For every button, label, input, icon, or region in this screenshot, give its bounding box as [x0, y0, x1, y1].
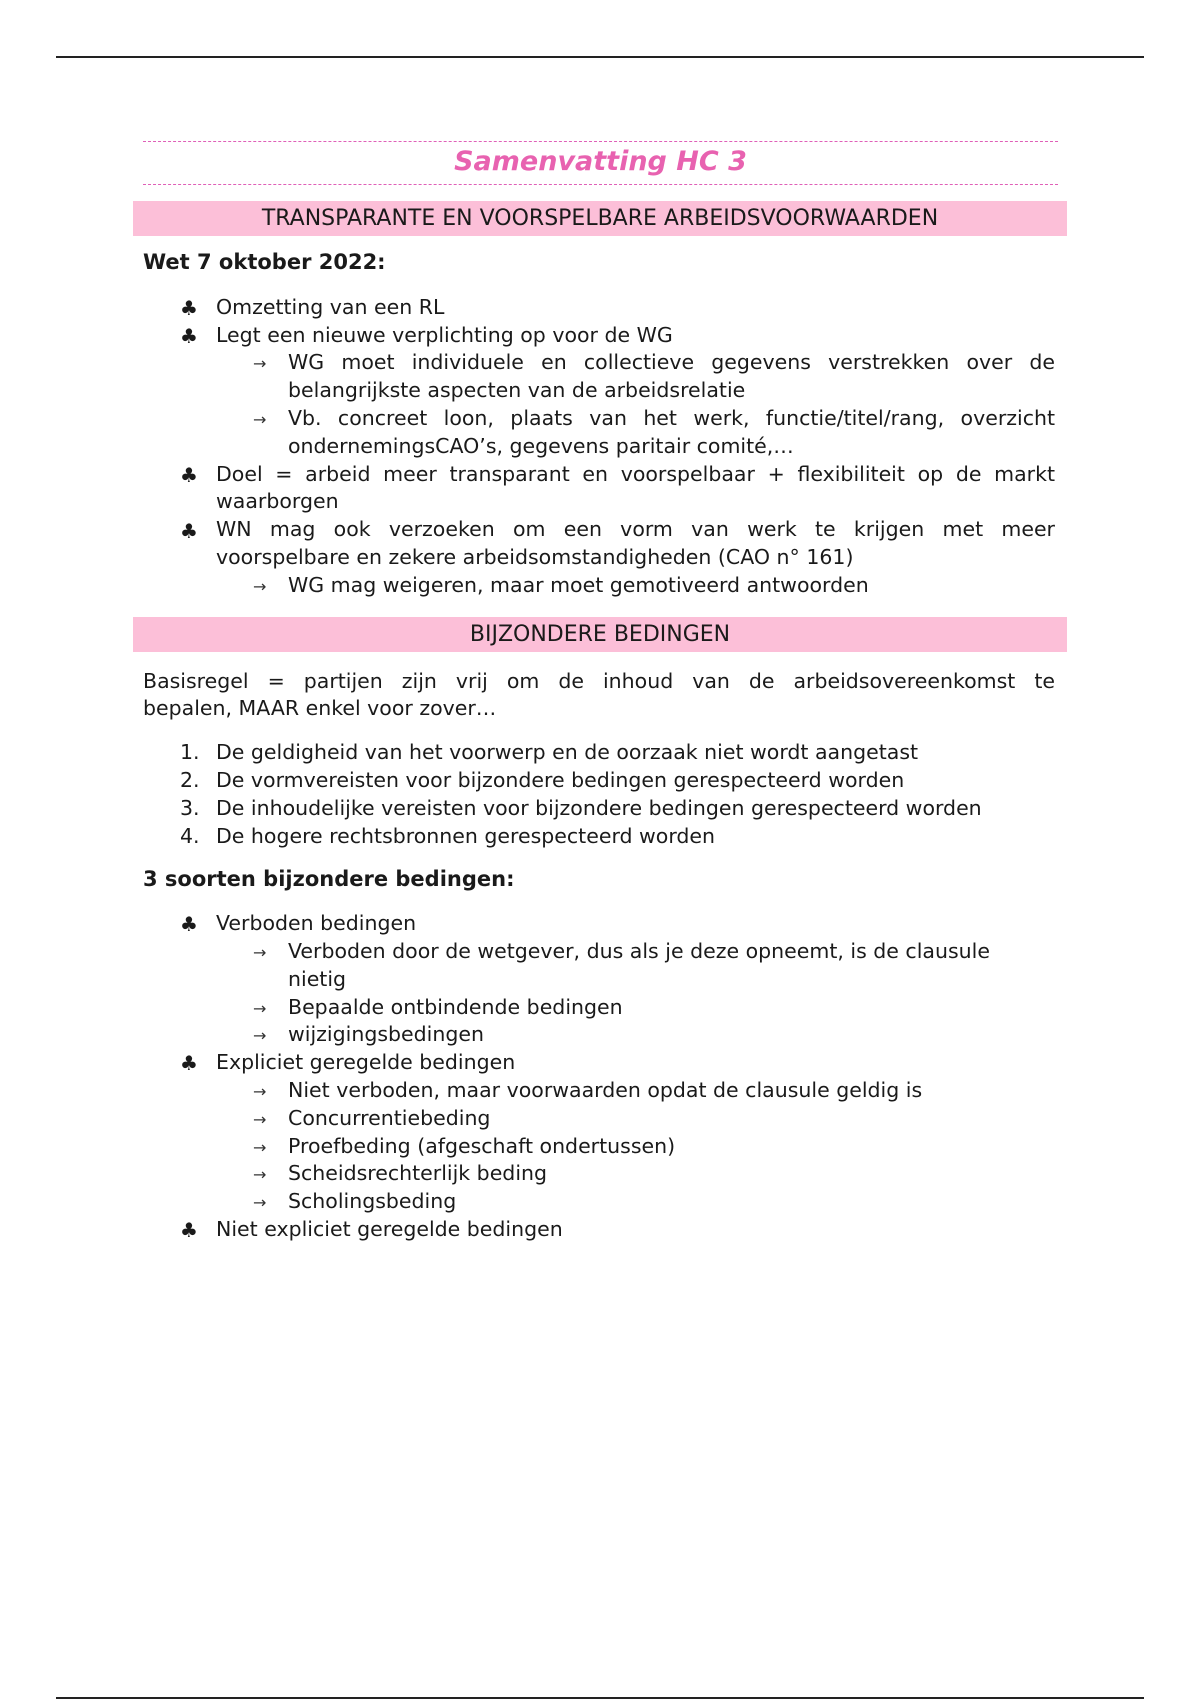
- arrow-icon: →: [253, 577, 267, 596]
- sub-item: WG mag weigeren, maar moet gemotiveerd antwoorden: [288, 573, 869, 597]
- subheading-wet: Wet 7 oktober 2022:: [143, 250, 386, 274]
- sub-item: Scholingsbeding: [288, 1189, 457, 1213]
- sub-item: Scheidsrechterlijk beding: [288, 1161, 548, 1185]
- club-bullet-icon: ♣: [180, 1218, 198, 1242]
- arrow-icon: →: [253, 354, 267, 373]
- arrow-icon: →: [253, 1193, 267, 1212]
- section-heading-bijzondere: BIJZONDERE BEDINGEN: [133, 617, 1067, 652]
- header-rule: [56, 56, 1144, 58]
- sub-item: Niet verboden, maar voorwaarden opdat de clausule geldig is: [288, 1078, 923, 1102]
- list-item: Niet expliciet geregelde bedingen: [216, 1217, 563, 1241]
- arrow-icon: →: [253, 410, 267, 429]
- club-bullet-icon: ♣: [180, 324, 198, 348]
- club-bullet-icon: ♣: [180, 1051, 198, 1075]
- list-item: Omzetting van een RL: [216, 295, 445, 319]
- club-bullet-icon: ♣: [180, 463, 198, 487]
- sub-item: Bepaalde ontbindende bedingen: [288, 995, 623, 1019]
- sub-item-cont: ondernemingsCAO’s, gegevens paritair comité,…: [288, 434, 794, 458]
- list-item: Doel = arbeid meer transparant en voorspelbaar + flexibiliteit op de markt: [216, 462, 1055, 486]
- subheading-soorten: 3 soorten bijzondere bedingen:: [143, 867, 515, 891]
- numbered-item: De vormvereisten voor bijzondere bedingen gerespecteerd worden: [216, 768, 905, 792]
- sub-item: Vb. concreet loon, plaats van het werk, functie/titel/rang, overzicht: [288, 406, 1055, 430]
- list-item-cont: waarborgen: [216, 489, 339, 513]
- arrow-icon: →: [253, 943, 267, 962]
- numbered-item: De inhoudelijke vereisten voor bijzondere bedingen gerespecteerd worden: [216, 796, 982, 820]
- list-number: 4.: [180, 824, 200, 848]
- arrow-icon: →: [253, 1082, 267, 1101]
- arrow-icon: →: [253, 1026, 267, 1045]
- page-title: Samenvatting HC 3: [454, 146, 747, 177]
- sub-item: Verboden door de wetgever, dus als je deze opneemt, is de clausule: [288, 939, 990, 963]
- list-item-cont: voorspelbare en zekere arbeidsomstandigheden (CAO n° 161): [216, 545, 854, 569]
- footer-rule: [56, 1697, 1144, 1699]
- list-item: Legt een nieuwe verplichting op voor de WG: [216, 323, 673, 347]
- list-item: WN mag ook verzoeken om een vorm van werk te krijgen met meer: [216, 517, 1055, 541]
- list-number: 2.: [180, 768, 200, 792]
- sub-item: WG moet individuele en collectieve gegevens verstrekken over de: [288, 350, 1055, 374]
- club-bullet-icon: ♣: [180, 296, 198, 320]
- sub-item-cont: belangrijkste aspecten van de arbeidsrelatie: [288, 378, 746, 402]
- sub-item-cont: nietig: [288, 967, 347, 991]
- sub-item: Concurrentiebeding: [288, 1106, 491, 1130]
- title-box: [143, 141, 1058, 185]
- arrow-icon: →: [253, 1138, 267, 1157]
- intro-text-cont: bepalen, MAAR enkel voor zover…: [143, 696, 497, 720]
- club-bullet-icon: ♣: [180, 519, 198, 543]
- list-number: 1.: [180, 740, 200, 764]
- list-number: 3.: [180, 796, 200, 820]
- section-heading-transparante: TRANSPARANTE EN VOORSPELBARE ARBEIDSVOORWAARDEN: [133, 201, 1067, 236]
- arrow-icon: →: [253, 1110, 267, 1129]
- club-bullet-icon: ♣: [180, 912, 198, 936]
- sub-item: wijzigingsbedingen: [288, 1022, 484, 1046]
- numbered-item: De geldigheid van het voorwerp en de oorzaak niet wordt aangetast: [216, 740, 919, 764]
- arrow-icon: →: [253, 1165, 267, 1184]
- intro-text: Basisregel = partijen zijn vrij om de inhoud van de arbeidsovereenkomst te: [143, 669, 1055, 693]
- sub-item: Proefbeding (afgeschaft ondertussen): [288, 1134, 676, 1158]
- numbered-item: De hogere rechtsbronnen gerespecteerd worden: [216, 824, 716, 848]
- arrow-icon: →: [253, 999, 267, 1018]
- list-item: Verboden bedingen: [216, 911, 417, 935]
- list-item: Expliciet geregelde bedingen: [216, 1050, 516, 1074]
